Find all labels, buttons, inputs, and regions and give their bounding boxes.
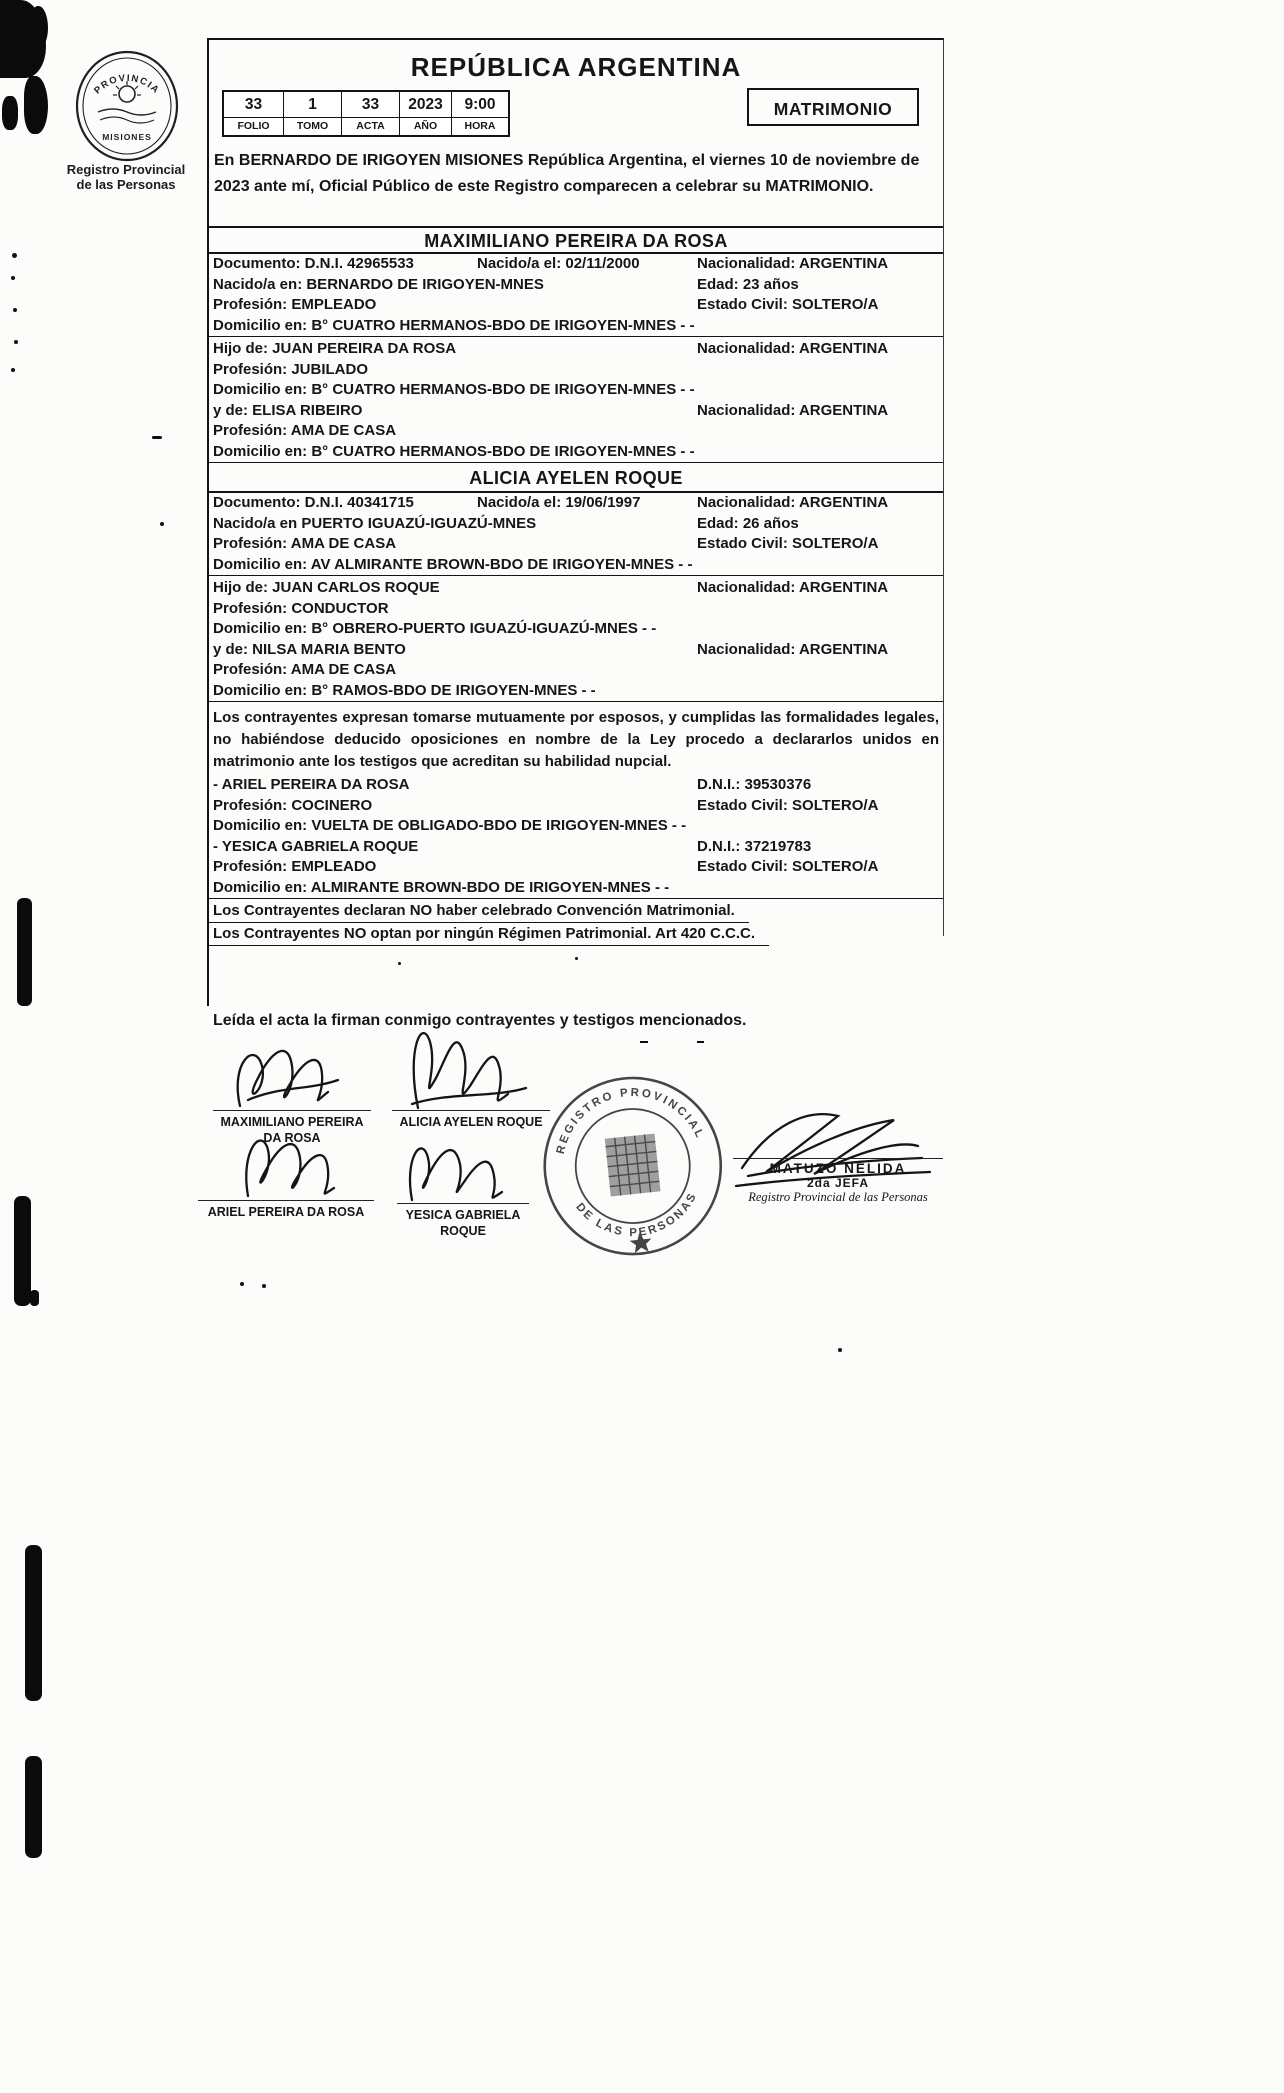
bride-section [209,493,943,702]
stamp-arc-top-text: REGISTRO PROVINCIAL [554,1086,707,1156]
bride-section-header: ALICIA AYELEN ROQUE [209,465,943,493]
field: Profesión: JUBILADO [213,360,369,378]
field: y de: ELISA RIBEIRO [213,401,363,419]
field: Nacido/a el: 02/11/2000 [477,255,640,272]
scan-artifact [240,1282,244,1286]
field: Domicilio en: B° OBRERO-PUERTO IGUAZÚ-IGUAZÚ-MNES - - [213,620,657,637]
witnesses-section [209,775,943,899]
official-org: Registro Provincial de las Personas [748,1190,928,1204]
record-row [209,555,943,577]
witness2-name-line1: YESICA GABRIELA [405,1208,521,1222]
document-title: REPÚBLICA ARGENTINA [410,52,742,82]
record-value-folio: 33 [224,92,284,118]
provincial-seal-icon [68,48,186,171]
field: Profesión: EMPLEADO [213,296,377,313]
record-label-hora: HORA [464,120,496,132]
record-table [222,90,510,137]
field: Estado Civil: SOLTERO/A [697,796,879,814]
record-label-acta: ACTA [342,118,400,135]
left-rule [207,936,209,1006]
witness-row [209,775,943,796]
scan-artifact [30,6,48,48]
field: y de: NILSA MARIA BENTO [213,640,406,658]
record-row [209,681,943,703]
record-label-ano: AÑO [400,118,452,135]
bride-signature-label [392,1110,550,1130]
clause-line: Los Contrayentes NO optan por ningún Régimen Patrimonial. Art 420 C.C.C. [209,924,769,946]
field: Domicilio en: B° RAMOS-BDO DE IRIGOYEN-MNES - - [213,681,596,699]
field: Profesión: EMPLEADO [213,858,377,875]
record-row [209,275,943,296]
record-row [209,640,943,661]
field: Profesión: AMA DE CASA [213,535,397,552]
scan-artifact [838,1348,842,1352]
official-name: MATUZO NELIDA [733,1158,943,1176]
bride-name: ALICIA AYELEN ROQUE [399,1115,543,1129]
record-value-tomo: 1 [284,92,342,118]
field: Nacionalidad: ARGENTINA [697,340,889,357]
registry-label-line1: Registro Provincial [66,162,186,177]
scan-artifact [25,1545,42,1701]
field: Domicilio en: B° CUATRO HERMANOS-BDO DE IRIGOYEN-MNES - - [213,381,695,398]
stamp-center-grid [605,1134,661,1197]
witness-row [209,878,943,900]
witness1-name: ARIEL PEREIRA DA ROSA [207,1205,365,1219]
record-row [209,316,943,338]
field: Documento: D.N.I. 40341715 [213,494,414,511]
act-type-box: MATRIMONIO [747,88,919,126]
clause-line: Los Contrayentes declaran NO haber celebrado Convención Matrimonial. [209,901,749,923]
field: Domicilio en: VUELTA DE OBLIGADO-BDO DE IRIGOYEN-MNES - - [213,817,687,834]
field: - ARIEL PEREIRA DA ROSA [213,776,410,793]
witness-row [209,837,943,858]
registry-label-line2: de las Personas [76,177,176,192]
record-row [209,493,943,514]
record-row [209,360,943,381]
field: Nacionalidad: ARGENTINA [697,255,889,272]
field: Nacido/a el: 19/06/1997 [477,494,641,511]
seal-bottom-text: MISIONES [102,132,152,142]
field: Nacionalidad: ARGENTINA [697,579,889,596]
field: - YESICA GABRIELA ROQUE [213,837,419,855]
groom-signature-label [213,1110,371,1146]
scan-artifact [160,522,164,526]
scan-artifact [30,1290,39,1306]
record-row [209,295,943,316]
record-value-acta: 33 [342,92,400,118]
record-row [209,380,943,401]
record-row [209,514,943,535]
record-label-folio: FOLIO [224,118,284,135]
field: Edad: 26 años [697,514,799,532]
witness2-name-line2: ROQUE [440,1224,486,1238]
groom-section [209,254,943,463]
field: Profesión: AMA DE CASA [213,422,397,439]
witness-row [209,857,943,878]
groom-section-header: MAXIMILIANO PEREIRA DA ROSA [209,226,943,254]
scan-artifact [575,957,578,960]
record-row [209,254,943,275]
groom-name-line2: DA ROSA [263,1131,321,1145]
record-row [209,401,943,422]
scan-artifact [13,308,17,312]
witness1-signature-label [198,1200,374,1220]
record-row [209,619,943,640]
field: Nacionalidad: ARGENTINA [697,640,889,658]
scan-artifact [11,276,15,280]
official-title: 2da JEFA [806,1176,870,1190]
witness-row [209,816,943,837]
field: Hijo de: JUAN PEREIRA DA ROSA [213,340,457,357]
field: Nacionalidad: ARGENTINA [697,401,889,419]
scan-artifact [2,96,18,130]
field: Profesión: CONDUCTOR [213,599,389,617]
field: Nacionalidad: ARGENTINA [697,494,889,511]
record-row [209,339,943,360]
scan-artifact [24,76,48,134]
record-row [209,442,943,464]
official-signature-block [733,1158,943,1205]
field: D.N.I.: 37219783 [697,837,812,855]
field: Estado Civil: SOLTERO/A [697,296,879,313]
record-row [209,660,943,681]
field: D.N.I.: 39530376 [697,776,812,793]
field: Hijo de: JUAN CARLOS ROQUE [213,579,440,596]
seal-top-text: PROVINCIA [92,72,162,97]
groom-name-line1: MAXIMILIANO PEREIRA [220,1115,364,1129]
intro-paragraph: En BERNARDO DE IRIGOYEN MISIONES República Argentina, el viernes 10 de noviembre de 2023 ante mí, Oficial Público de este Registro comparecen a celebrar su MATRIMONIO. [214,152,920,195]
record-row [209,578,943,599]
field: Domicilio en: AV ALMIRANTE BROWN-BDO DE IRIGOYEN-MNES - - [213,555,693,573]
scan-artifact [398,962,401,965]
declaration-paragraph: Los contrayentes expresan tomarse mutuamente por esposos, y cumplidas las formalidades legales, no habiéndose deducido oposiciones en nombre de la Ley procedo a declararlos unidos en matrimonio ante los testigos que acreditan su habilidad nupcial. [213,709,939,770]
field: Profesión: AMA DE CASA [213,661,397,678]
record-row [209,534,943,555]
witness-row [209,796,943,817]
round-stamp-icon [528,1057,738,1281]
record-label-tomo: TOMO [284,118,342,135]
field: Profesión: COCINERO [213,796,373,814]
scan-artifact [640,1041,648,1043]
scan-artifact [17,898,32,1006]
field: Edad: 23 años [697,275,799,293]
scan-artifact [14,340,18,344]
scan-artifact [25,1756,42,1858]
witness2-signature-label [397,1203,529,1239]
field: Estado Civil: SOLTERO/A [697,858,879,875]
record-value-hora: 9:00 [452,92,508,118]
closing-line: Leída el acta la firman conmigo contrayentes y testigos mencionados. [213,1012,747,1029]
scan-artifact [697,1041,704,1043]
stamp-arc-bottom-text: DE LAS PERSONAS [573,1189,700,1240]
record-row [209,599,943,620]
registry-label [56,162,196,192]
scan-artifact [12,253,17,258]
field: Estado Civil: SOLTERO/A [697,535,879,552]
field: Domicilio en: B° CUATRO HERMANOS-BDO DE IRIGOYEN-MNES - - [213,442,695,460]
scan-artifact [14,1196,31,1306]
scan-artifact [11,368,15,372]
field: Documento: D.N.I. 42965533 [213,255,414,272]
scan-artifact [262,1284,266,1288]
field: Domicilio en: ALMIRANTE BROWN-BDO DE IRIGOYEN-MNES - - [213,878,670,896]
record-header-row [209,90,943,144]
field: Nacido/a en: BERNARDO DE IRIGOYEN-MNES [213,275,544,293]
field: Nacido/a en PUERTO IGUAZÚ-IGUAZÚ-MNES [213,514,537,532]
record-value-ano: 2023 [400,92,452,118]
scan-artifact [152,436,162,439]
field: Domicilio en: B° CUATRO HERMANOS-BDO DE IRIGOYEN-MNES - - [213,316,695,334]
document-body [207,38,944,942]
record-row [209,421,943,442]
